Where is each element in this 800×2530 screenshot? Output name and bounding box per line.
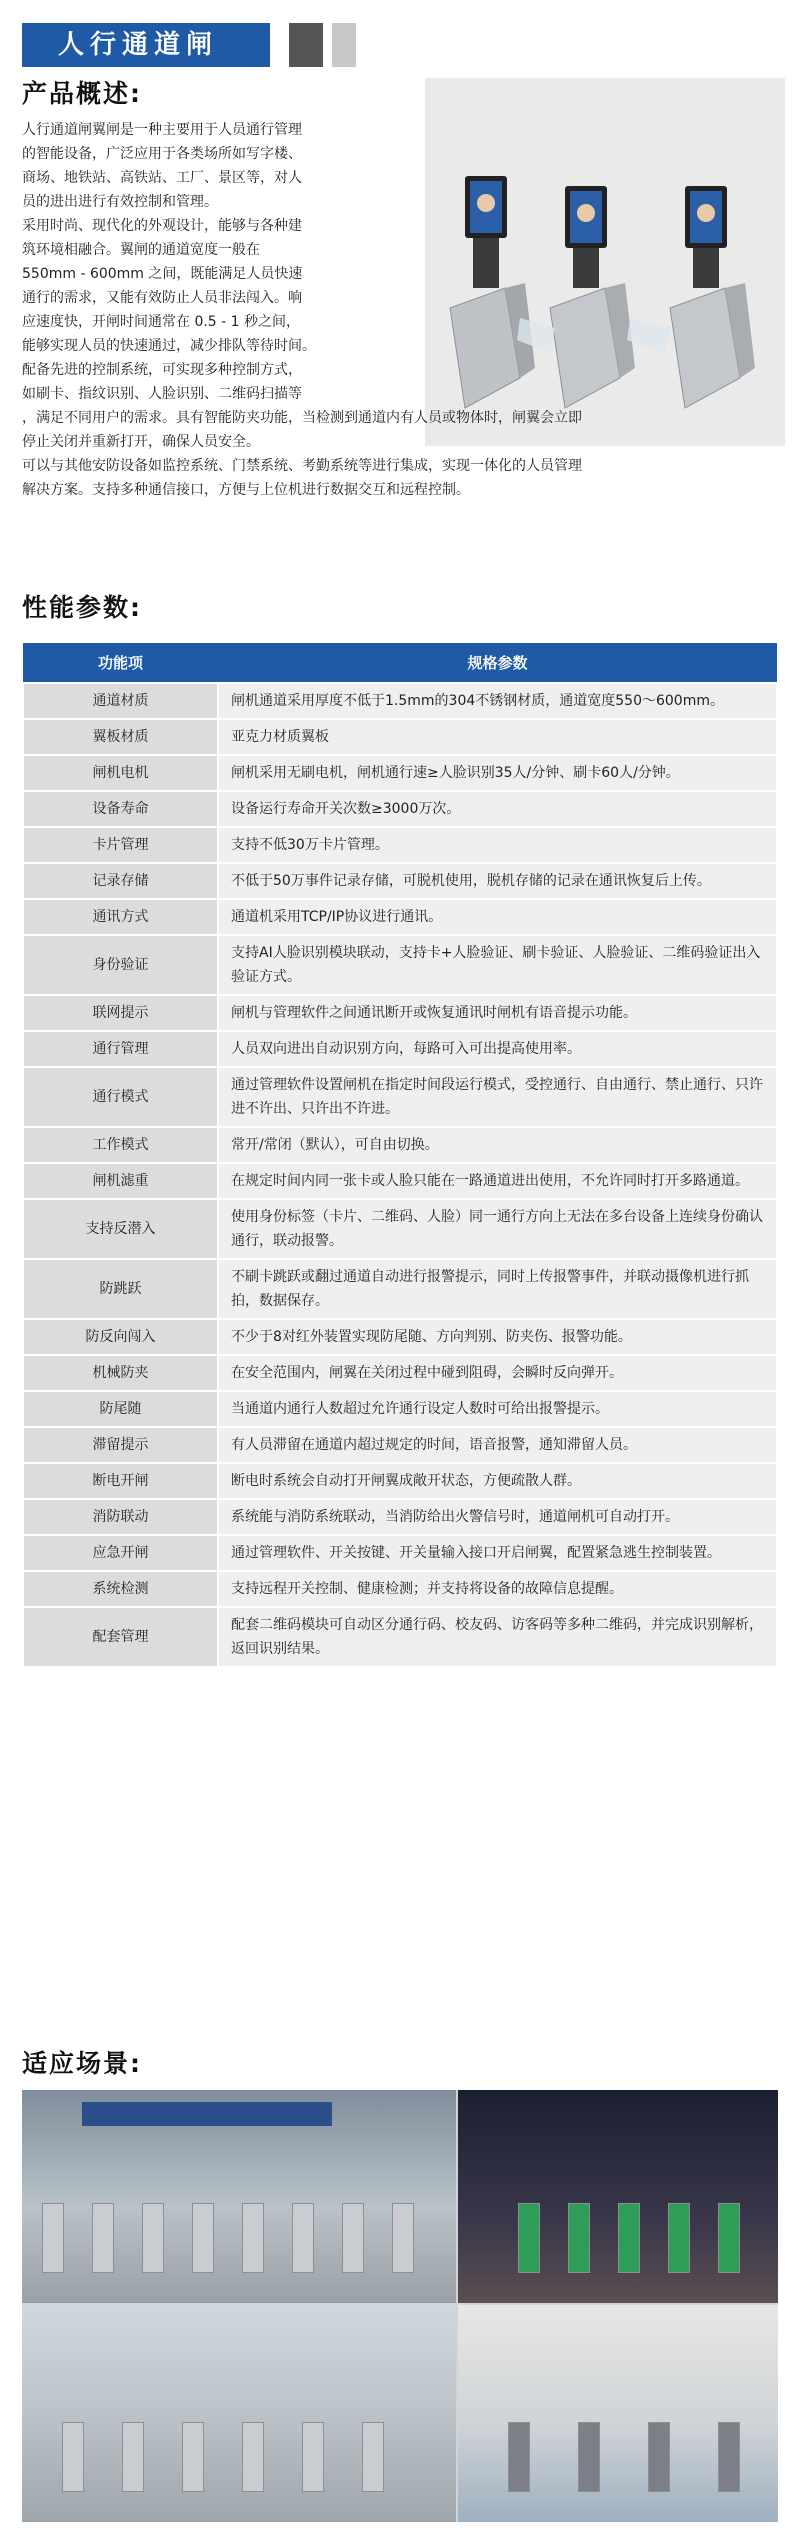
feature-cell: 消防联动 (23, 1499, 218, 1535)
table-row (23, 899, 777, 935)
decor-block-light (332, 23, 356, 67)
table-row (23, 1499, 777, 1535)
feature-cell: 应急开闸 (23, 1535, 218, 1571)
spec-cell: 亚克力材质翼板 (218, 719, 777, 755)
page-title: 人行通道闸 (22, 23, 270, 67)
table-row (23, 1259, 777, 1319)
feature-cell: 通道材质 (23, 683, 218, 719)
table-row (23, 1163, 777, 1199)
overview-narrow-block (22, 118, 417, 406)
scene-photo-station (22, 2090, 456, 2303)
spec-cell: 在规定时间内同一张卡或人脸只能在一路通道进出使用，不允许同时打开多路通道。 (218, 1163, 777, 1199)
feature-cell: 通讯方式 (23, 899, 218, 935)
spec-cell: 闸机采用无刷电机，闸机通行速≥人脸识别35人/分钟、刷卡60人/分钟。 (218, 755, 777, 791)
overview-text (22, 118, 778, 502)
feature-cell: 防跳跃 (23, 1259, 218, 1319)
feature-cell: 工作模式 (23, 1127, 218, 1163)
table-row (23, 791, 777, 827)
spec-cell: 通过管理软件、开关按键、开关量输入接口开启闸翼，配置紧急逃生控制装置。 (218, 1535, 777, 1571)
spec-cell: 断电时系统会自动打开闸翼成敞开状态，方便疏散人群。 (218, 1463, 777, 1499)
table-row (23, 1319, 777, 1355)
table-row (23, 755, 777, 791)
scenes-heading: 适应场景: (22, 2049, 142, 2078)
feature-cell: 设备寿命 (23, 791, 218, 827)
feature-cell: 配套管理 (23, 1607, 218, 1667)
feature-cell: 系统检测 (23, 1571, 218, 1607)
feature-cell: 身份验证 (23, 935, 218, 995)
spec-cell: 设备运行寿命开关次数≥3000万次。 (218, 791, 777, 827)
feature-cell: 联网提示 (23, 995, 218, 1031)
table-row (23, 1031, 777, 1067)
params-heading: 性能参数: (22, 593, 142, 622)
table-row (23, 1571, 777, 1607)
overview-line: ，满足不同用户的需求。具有智能防夹功能，当检测到通道内有人员或物体时，闸翼会立即 (22, 410, 582, 426)
table-row (23, 1391, 777, 1427)
table-row (23, 827, 777, 863)
table-row (23, 1607, 777, 1667)
table-row (23, 1067, 777, 1127)
feature-cell: 通行模式 (23, 1067, 218, 1127)
overview-line: 停止关闭并重新打开，确保人员安全。 (22, 434, 260, 450)
spec-cell: 闸机通道采用厚度不低于1.5mm的304不锈钢材质，通道宽度550～600mm。 (218, 683, 777, 719)
feature-cell: 机械防夹 (23, 1355, 218, 1391)
scene-photos (22, 2090, 778, 2522)
spec-cell: 有人员滞留在通道内超过规定的时间，语音报警，通知滞留人员。 (218, 1427, 777, 1463)
overview-line: 应速度快，开闸时间通常在 0.5 - 1 秒之间， (22, 314, 301, 330)
spec-cell: 人员双向进出自动识别方向，每路可入可出提高使用率。 (218, 1031, 777, 1067)
params-table (22, 643, 778, 1668)
feature-cell: 记录存储 (23, 863, 218, 899)
station-sign (82, 2102, 332, 2126)
table-row (23, 863, 777, 899)
overview-line: 商场、地铁站、高铁站、工厂、景区等，对人 (22, 170, 302, 186)
feature-cell: 卡片管理 (23, 827, 218, 863)
feature-cell: 闸机滤重 (23, 1163, 218, 1199)
column-header-feature: 功能项 (23, 643, 218, 683)
table-row (23, 1127, 777, 1163)
params-body (23, 683, 777, 1667)
spec-cell: 通道机采用TCP/IP协议进行通讯。 (218, 899, 777, 935)
table-row (23, 1463, 777, 1499)
overview-line: 能够实现人员的快速通过，减少排队等待时间。 (22, 338, 316, 354)
overview-line: 550mm - 600mm 之间，既能满足人员快速 (22, 266, 303, 282)
table-row (23, 995, 777, 1031)
feature-cell: 防尾随 (23, 1391, 218, 1427)
spec-cell: 配套二维码模块可自动区分通行码、校友码、访客码等多种二维码，并完成识别解析，返回识别结果。 (218, 1607, 777, 1667)
overview-line: 筑环境相融合。翼闸的通道宽度一般在 (22, 242, 260, 258)
overview-line: 配备先进的控制系统，可实现多种控制方式， (22, 362, 302, 378)
spec-cell: 支持AI人脸识别模块联动，支持卡+人脸验证、刷卡验证、人脸验证、二维码验证出入验证方式。 (218, 935, 777, 995)
spec-cell: 不低于50万事件记录存储，可脱机使用，脱机存储的记录在通讯恢复后上传。 (218, 863, 777, 899)
spec-cell: 不刷卡跳跃或翻过通道自动进行报警提示，同时上传报警事件，并联动摄像机进行抓拍，数据保存。 (218, 1259, 777, 1319)
overview-line: 通行的需求，又能有效防止人员非法闯入。响 (22, 290, 302, 306)
table-row (23, 935, 777, 995)
spec-cell: 支持不低30万卡片管理。 (218, 827, 777, 863)
spec-cell: 系统能与消防系统联动，当消防给出火警信号时，通道闸机可自动打开。 (218, 1499, 777, 1535)
feature-cell: 通行管理 (23, 1031, 218, 1067)
scene-photo-night (458, 2090, 778, 2303)
feature-cell: 滞留提示 (23, 1427, 218, 1463)
overview-line: 采用时尚、现代化的外观设计，能够与各种建 (22, 218, 302, 234)
table-row (23, 683, 777, 719)
scene-photo-entrance (458, 2305, 778, 2522)
feature-cell: 支持反潜入 (23, 1199, 218, 1259)
table-row (23, 1199, 777, 1259)
feature-cell: 断电开闸 (23, 1463, 218, 1499)
table-row (23, 719, 777, 755)
decor-block-dark (289, 23, 323, 67)
overview-line: 员的进出进行有效控制和管理。 (22, 194, 218, 210)
scene-photo-residential (22, 2305, 456, 2522)
overview-line: 如刷卡、指纹识别、人脸识别、二维码扫描等 (22, 386, 302, 402)
table-row (23, 1535, 777, 1571)
overview-heading: 产品概述: (22, 79, 142, 108)
overview-line: 解决方案。支持多种通信接口，方便与上位机进行数据交互和远程控制。 (22, 482, 470, 498)
spec-cell: 通过管理软件设置闸机在指定时间段运行模式，受控通行、自由通行、禁止通行、只许进不许出、只许出不许进。 (218, 1067, 777, 1127)
feature-cell: 防反向闯入 (23, 1319, 218, 1355)
overview-line: 可以与其他安防设备如监控系统、门禁系统、考勤系统等进行集成，实现一体化的人员管理 (22, 458, 582, 474)
spec-cell: 闸机与管理软件之间通讯断开或恢复通讯时闸机有语音提示功能。 (218, 995, 777, 1031)
table-row (23, 1427, 777, 1463)
spec-cell: 支持远程开关控制、健康检测；并支持将设备的故障信息提醒。 (218, 1571, 777, 1607)
column-header-spec: 规格参数 (218, 643, 777, 683)
params-header-row (23, 643, 777, 683)
spec-cell: 在安全范围内，闸翼在关闭过程中碰到阻碍，会瞬时反向弹开。 (218, 1355, 777, 1391)
feature-cell: 翼板材质 (23, 719, 218, 755)
overview-line: 的智能设备，广泛应用于各类场所如写字楼、 (22, 146, 302, 162)
spec-cell: 不少于8对红外装置实现防尾随、方向判别、防夹伤、报警功能。 (218, 1319, 777, 1355)
overview-line: 人行通道闸翼闸是一种主要用于人员通行管理 (22, 122, 302, 138)
spec-cell: 使用身份标签（卡片、二维码、人脸）同一通行方向上无法在多台设备上连续身份确认通行，联动报警。 (218, 1199, 777, 1259)
spec-cell: 当通道内通行人数超过允许通行设定人数时可给出报警提示。 (218, 1391, 777, 1427)
table-row (23, 1355, 777, 1391)
feature-cell: 闸机电机 (23, 755, 218, 791)
spec-cell: 常开/常闭（默认），可自由切换。 (218, 1127, 777, 1163)
